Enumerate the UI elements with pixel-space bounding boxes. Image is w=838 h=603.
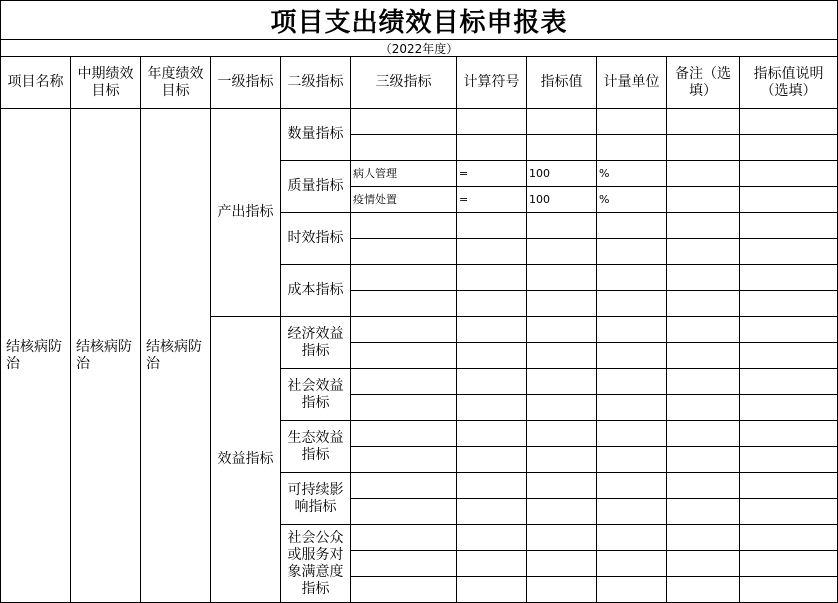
- quality-item-name: 疫情处置: [351, 187, 457, 213]
- project-name-cell: 结核病防治: [1, 109, 71, 603]
- quality-item-name: 病人管理: [351, 161, 457, 187]
- mid-target-cell: 结核病防治: [71, 109, 141, 603]
- header-remark: 备注（选填）: [667, 57, 740, 109]
- report-year: （2022年度）: [0, 39, 838, 56]
- level2-economic-cell: 经济效益指标: [281, 317, 351, 369]
- quality-item-unit: %: [597, 187, 667, 213]
- header-unit: 计量单位: [597, 57, 667, 109]
- level2-cost-cell: 成本指标: [281, 265, 351, 317]
- header-row: [1, 57, 838, 109]
- annual-target-cell: 结核病防治: [141, 109, 211, 603]
- quality-item-symbol: =: [457, 187, 527, 213]
- level1-benefit-cell: 效益指标: [211, 317, 281, 603]
- quality-item-value: 100: [527, 187, 597, 213]
- level2-sustainable-cell: 可持续影响指标: [281, 473, 351, 525]
- report-title: 项目支出绩效目标申报表: [0, 0, 838, 39]
- performance-table: [0, 56, 838, 603]
- level2-social-cell: 社会效益指标: [281, 369, 351, 421]
- header-mid-target: 中期绩效目标: [71, 57, 141, 109]
- level1-output-cell: 产出指标: [211, 109, 281, 317]
- level2-ecological-cell: 生态效益指标: [281, 421, 351, 473]
- header-symbol: 计算符号: [457, 57, 527, 109]
- table-row: [1, 109, 838, 135]
- quality-item-unit: %: [597, 161, 667, 187]
- level2-timeliness-cell: 时效指标: [281, 213, 351, 265]
- header-value-note: 指标值说明（选填）: [740, 57, 838, 109]
- level2-quality-cell: 质量指标: [281, 161, 351, 213]
- quality-item-symbol: =: [457, 161, 527, 187]
- level2-quantity-cell: 数量指标: [281, 109, 351, 161]
- header-level1: 一级指标: [211, 57, 281, 109]
- header-annual-target: 年度绩效目标: [141, 57, 211, 109]
- quality-item-value: 100: [527, 161, 597, 187]
- header-level3: 三级指标: [351, 57, 457, 109]
- header-value: 指标值: [527, 57, 597, 109]
- header-project-name: 项目名称: [1, 57, 71, 109]
- level2-satisfaction-cell: 社会公众或服务对象满意度指标: [281, 525, 351, 603]
- header-level2: 二级指标: [281, 57, 351, 109]
